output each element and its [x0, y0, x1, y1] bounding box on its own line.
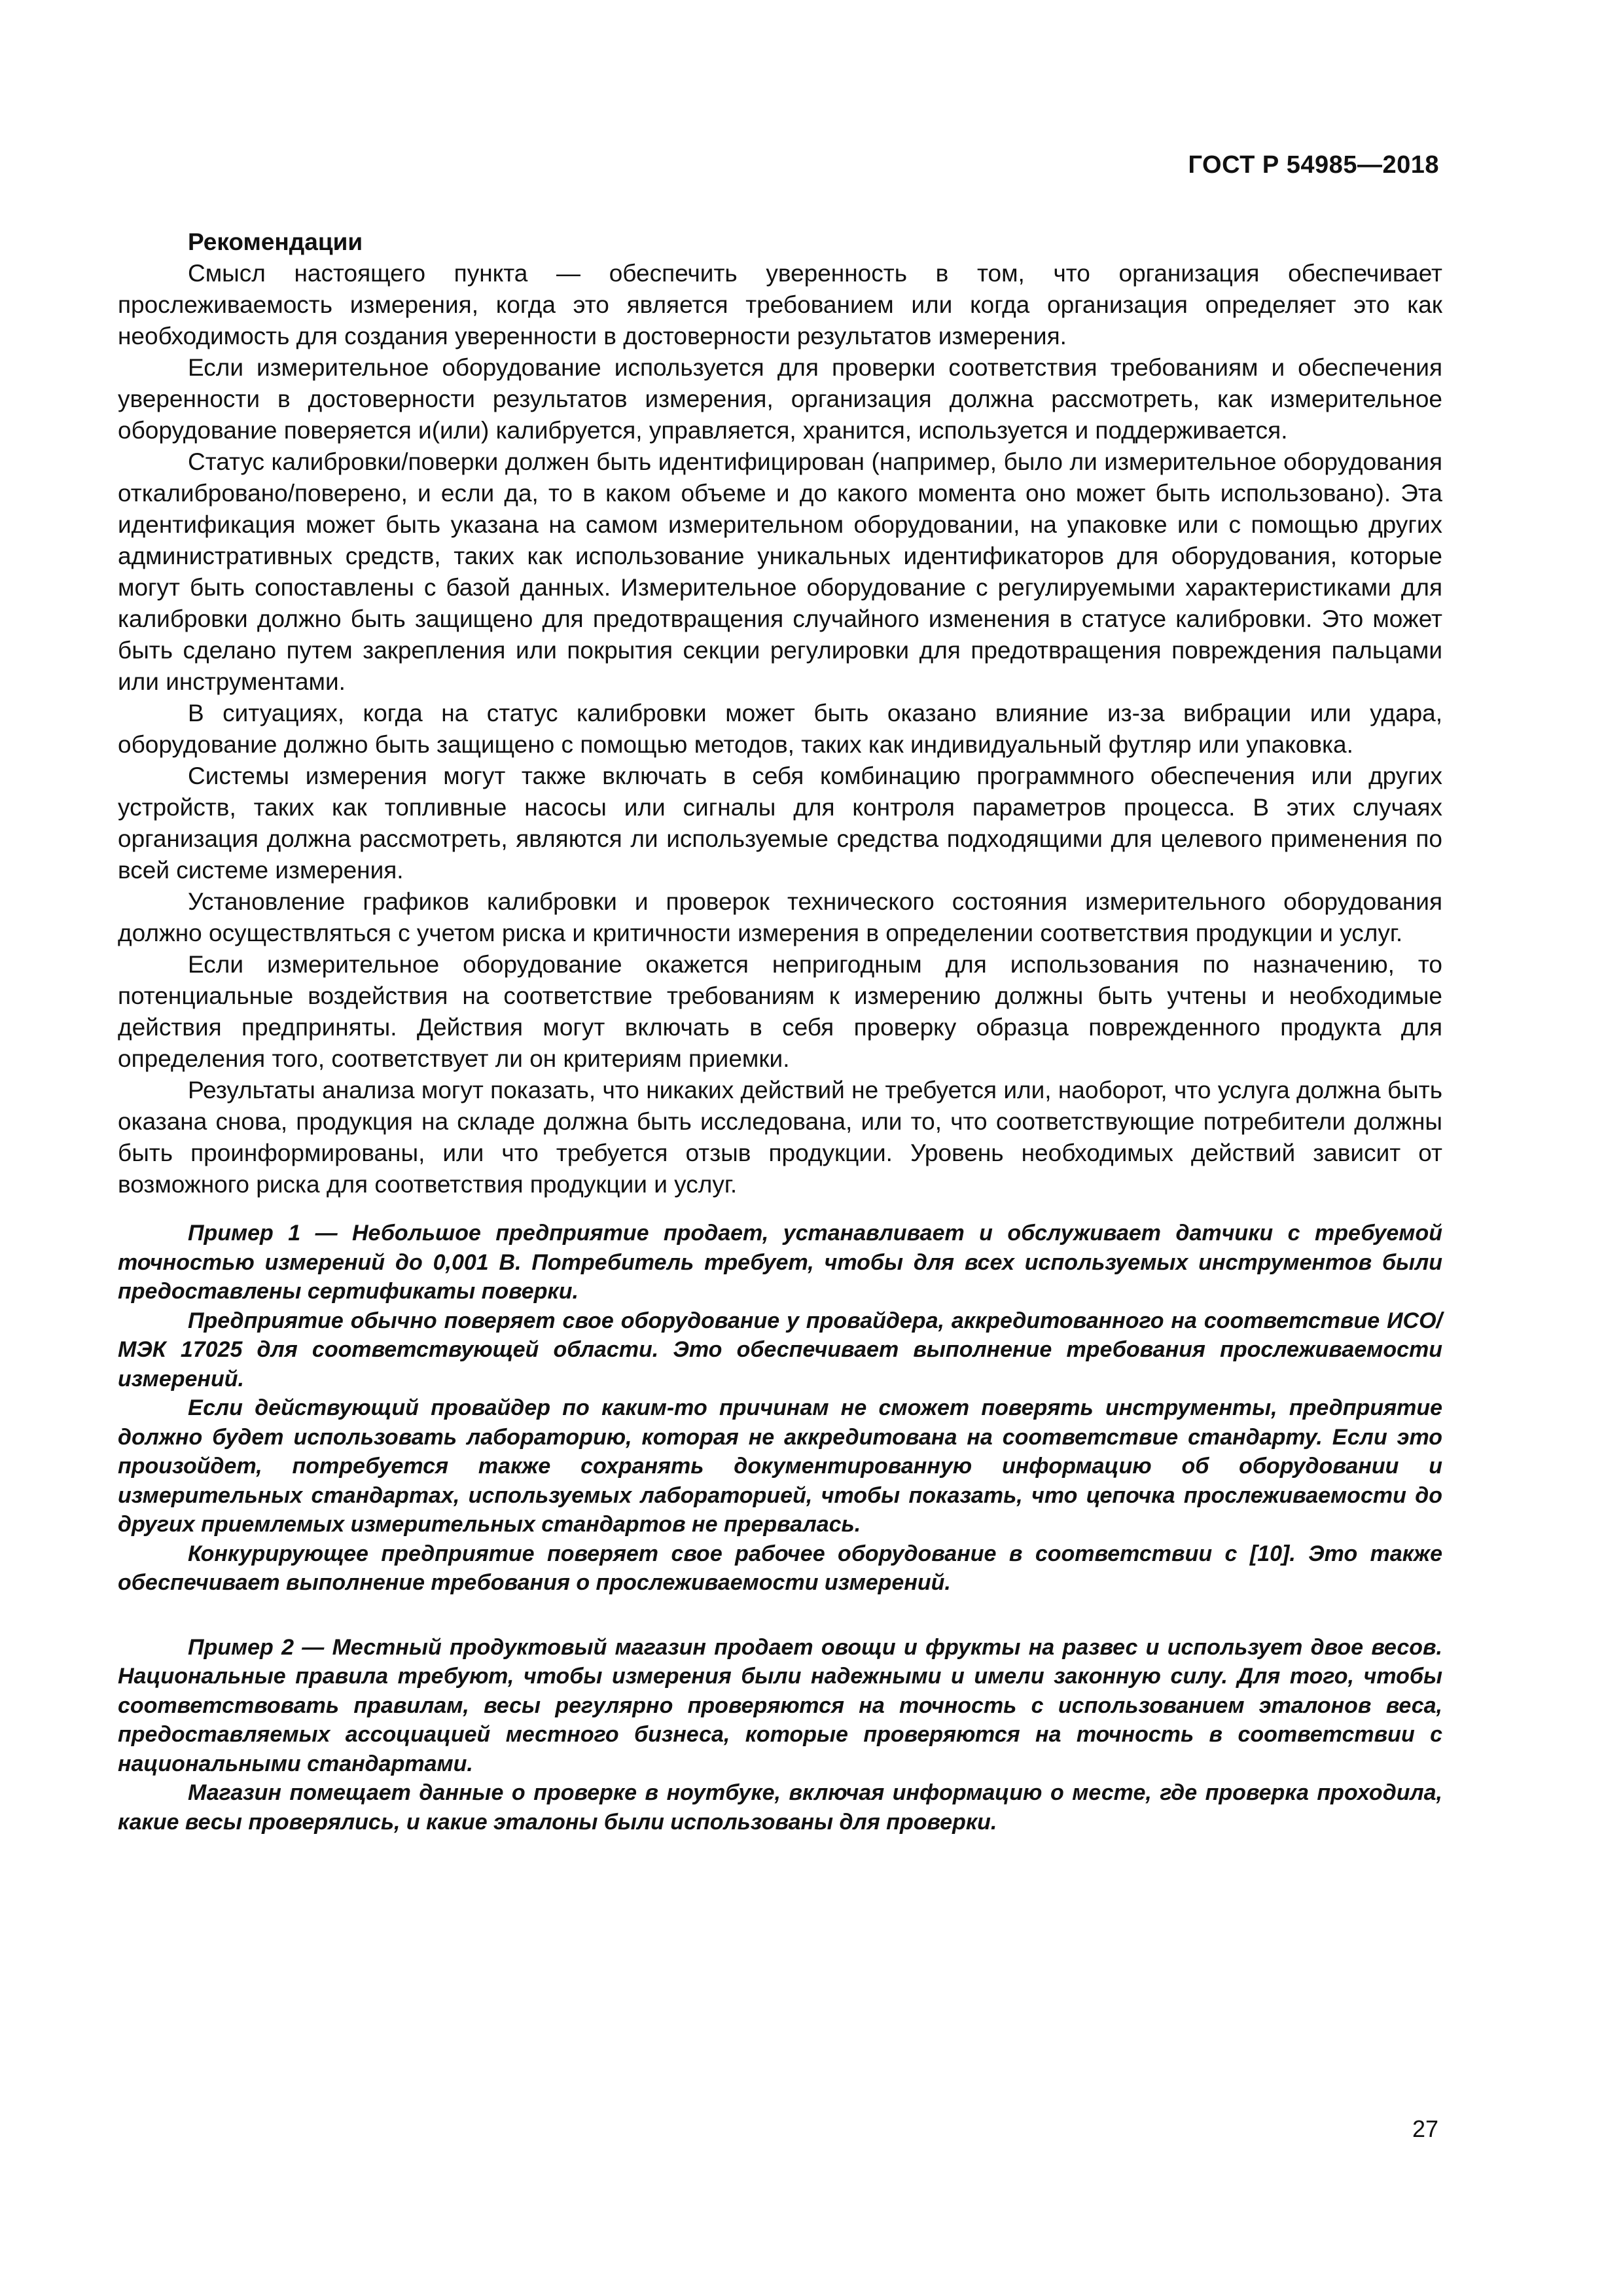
example-paragraph: Конкурирующее предприятие поверяет свое рабочее оборудование в соответствии с [10]. Это также обеспечивает выполнение требования о прослеживаемости измерений.	[118, 1541, 1442, 1595]
standard-code-header: ГОСТ Р 54985—2018	[1188, 151, 1439, 179]
body-paragraph: В ситуациях, когда на статус калибровки может быть оказано влияние из-за вибрации или удара, оборудование должно быть защищено с помощью методов, таких как индивидуальный футляр или упаковка.	[118, 700, 1442, 758]
examples-section	[118, 1219, 1442, 1837]
body-paragraph: Результаты анализа могут показать, что никаких действий не требуется или, наоборот, что услуга должна быть оказана снова, продукция на складе должна быть исследована, или то, что соответствующие потребители должны быть проинформированы, или что требуется отзыв продукции. Уровень необходимых действий зависит от возможного риска для соответствия продукции и услуг.	[118, 1077, 1442, 1198]
example-1	[118, 1219, 1442, 1598]
example-paragraph: Пример 1 — Небольшое предприятие продает, устанавливает и обслуживает датчики с требуемой точностью измерений до 0,001 В. Потребитель требует, чтобы для всех используемых инструментов были предоставлены сертификаты поверки.	[118, 1221, 1442, 1304]
example-paragraph: Если действующий провайдер по каким-то причинам не сможет поверять инструменты, предприятие должно будет использовать лабораторию, которая не аккредитована на соответствие стандарту. Если это произойдет, потребуется также сохранять документированную информацию об оборудовании и измерительных стандартах, используемых лабораторией, чтобы показать, что цепочка прослеживаемости до других приемлемых измерительных стандартов не прервалась.	[118, 1395, 1442, 1537]
body-paragraph: Смысл настоящего пункта — обеспечить уверенность в том, что организация обеспечивает прослеживаемость измерения, когда это является требованием или когда организация определяет это как необходимость для создания уверенности в достоверности результатов измерения.	[118, 260, 1442, 350]
example-paragraph: Предприятие обычно поверяет свое оборудование у провайдера, аккредитованного на соответствие ИСО/МЭК 17025 для соответствующей области. Это обеспечивает выполнение требования прослеживаемости измерений.	[118, 1308, 1442, 1391]
page-number: 27	[1412, 2115, 1438, 2142]
example-paragraph: Магазин помещает данные о проверке в ноутбуке, включая информацию о месте, где проверка проходила, какие весы проверялись, и какие эталоны были использованы для проверки.	[118, 1780, 1442, 1835]
section-body	[118, 258, 1442, 1200]
body-paragraph: Статус калибровки/поверки должен быть идентифицирован (например, было ли измерительное оборудования откалибровано/поверено, и если да, то в каком объеме и до какого момента оно может быть использовано). Эта идентификация может быть указана на самом измерительном оборудовании, на упаковке или с помощью других административных средств, таких как использование уникальных идентификаторов для оборудования, которые могут быть сопоставлены с базой данных. Измерительное оборудование с регулируемыми характеристиками для калибровки должно быть защищено для предотвращения случайного изменения в статусе калибровки. Это может быть сделано путем закрепления или покрытия секции регулировки для предотвращения повреждения пальцами или инструментами.	[118, 448, 1442, 695]
body-paragraph: Если измерительное оборудование используется для проверки соответствия требованиям и обеспечения уверенности в достоверности результатов измерения, организация должна рассмотреть, как измерительное оборудование поверяется и(или) калибруется, управляется, хранится, используется и поддерживается.	[118, 354, 1442, 444]
example-paragraph: Пример 2 — Местный продуктовый магазин продает овощи и фрукты на развес и использует двое весов. Национальные правила требуют, чтобы измерения были надежными и имели законную силу. Для того, чтобы соответствовать правилам, весы регулярно проверяются на точность с использованием эталонов веса, предоставляемых ассоциацией местного бизнеса, которые проверяются на точность в соответствии с национальными стандартами.	[118, 1634, 1442, 1776]
body-paragraph: Системы измерения могут также включать в себя комбинацию программного обеспечения или других устройств, таких как топливные насосы или сигналы для контроля параметров процесса. В этих случаях организация должна рассмотреть, являются ли используемые средства подходящими для целевого применения по всей системе измерения.	[118, 762, 1442, 884]
section-heading: Рекомендации	[188, 228, 363, 255]
example-2	[118, 1633, 1442, 1837]
body-paragraph: Если измерительное оборудование окажется непригодным для использования по назначению, то потенциальные воздействия на соответствие требованиям к измерению должны быть учтены и необходимые действия предприняты. Действия могут включать в себя проверку образца поврежденного продукта для определения того, соответствует ли он критериям приемки.	[118, 951, 1442, 1072]
body-paragraph: Установление графиков калибровки и проверок технического состояния измерительного оборудования должно осуществляться с учетом риска и критичности измерения в определении соответствия продукции и услуг.	[118, 888, 1442, 946]
page-content	[118, 226, 1442, 1872]
